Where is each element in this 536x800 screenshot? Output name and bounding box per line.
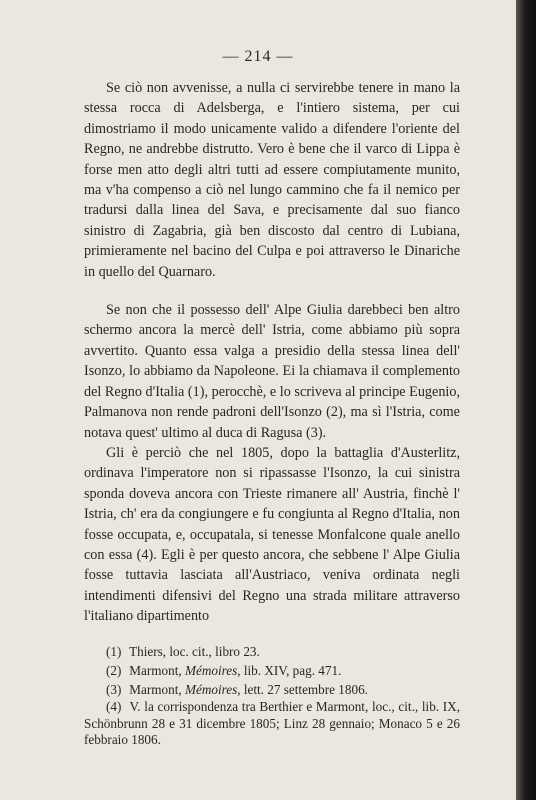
italic-title: Mémoires [184,682,238,697]
italic-title: Mémoires [184,663,238,678]
paragraph: Se non che il possesso dell' Alpe Giulia darebbeci ben altro schermo ancora la mercè dell' Istria, come abbiamo più sopra avvertito. Quanto essa valga a presidio della stessa linea dell' Isonzo, lo abbiamo da Napoleone. Ei la chiamava il complemento del Regno d'Italia (1), perocchè, e lo scriveva al principe Eugenio, Palmanova non rende padroni dell'Isonzo (2), ma sì l'Istria, come notava quest' ultimo al duca di Ragusa (3). [84,302,460,441]
page-number: — 214 — [222,48,294,65]
footnote-number: (1) [106,644,122,659]
footnotes [84,642,460,749]
footnote-number: (4) [106,699,122,714]
footnote-number: (3) [106,682,122,697]
footnote-number: (2) [106,663,122,678]
book-gutter [516,0,536,800]
footnote [106,642,460,661]
paragraph: Gli è perciò che nel 1805, dopo la battaglia d'Austerlitz, ordinava l'imperatore non si ripassasse l'Isonzo, la cui sinistra sponda doveva ancora con Trieste rimanere all' Austria, finchè l' Istria, ch' era da congiungere e fu congiunta al Regno d'Italia, non fosse occupata, e, occupatala, si tenesse Monfalcone quale anello con essa (4). Egli è per questo ancora, che sebbene l' Alpe Giulia fosse tuttavia lasciata all'Austriaco, veniva ordinata negli intendimenti difensivi del Regno una strada militare attraverso l'italiano dipartimento [84,444,460,625]
body-text [84,78,460,627]
footnote-text: Thiers, loc. cit., libro 23. [129,644,260,659]
paragraph: Se ciò non avvenisse, a nulla ci servirebbe tenere in mano la stessa rocca di Adelsberga, e l'intiero sistema, per cui dimostriamo il modo unicamente valido a difendere l'oriente del Regno, ne andrebbe distrutto. Vero è bene che il varco di Lippa è forse men atto degli altri tutti ad essere compiutamente munito, ma v'ha compenso a ciò nel lungo cammino che fa il nemico per tradursi dalla linea del Sava, e precisamente dal suo fianco sinistro di Zagabria, già ben discosto dal centro di Lubiana, primieramente nel bacino del Culpa e poi attraverso le Dinariche in quello del Quarnaro. [84,80,460,280]
footnote-text: V. la corrispondenza tra Berthier e Marmont, loc., cit., lib. IX, Schönbrunn 28 e 31 dicembre 1805; Linz 28 gennaio; Monaco 5 e 26 febbraio 1806. [84,699,461,747]
footnote [84,699,460,749]
footnote [106,680,460,699]
footnote-text: Marmont, Mémoires, lib. XIV, pag. 471. [129,663,342,678]
footnote [106,661,460,680]
footnote-text: Marmont, Mémoires, lett. 27 settembre 1806. [129,682,368,697]
